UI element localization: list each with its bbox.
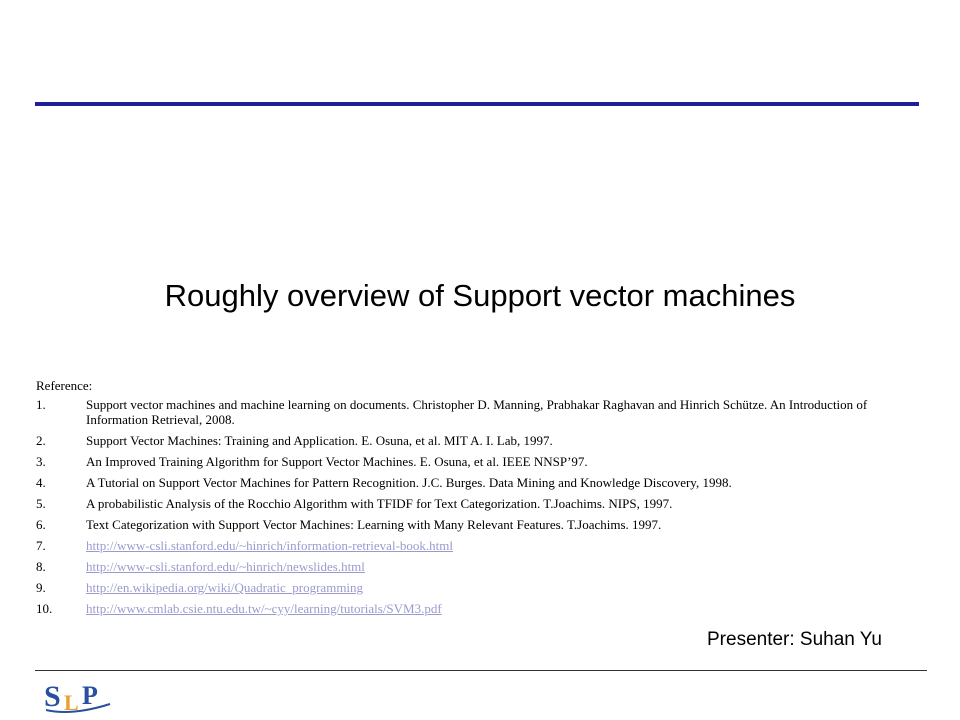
- reference-number: 5.: [36, 496, 46, 511]
- reference-item: [36, 517, 916, 532]
- reference-text: A probabilistic Analysis of the Rocchio Algorithm with TFIDF for Text Categorization. T.Joachims. NIPS, 1997.: [86, 496, 673, 511]
- reference-number: 9.: [36, 580, 46, 595]
- reference-link[interactable]: http://en.wikipedia.org/wiki/Quadratic_programming: [86, 580, 364, 595]
- reference-item[interactable]: [36, 559, 916, 574]
- reference-item: [36, 496, 916, 511]
- reference-item: [36, 433, 916, 448]
- reference-number: 1.: [36, 397, 46, 412]
- reference-link[interactable]: http://www.cmlab.csie.ntu.edu.tw/~cyy/learning/tutorials/SVM3.pdf: [86, 601, 442, 616]
- reference-number: 10.: [36, 601, 53, 616]
- reference-text: A Tutorial on Support Vector Machines for Pattern Recognition. J.C. Burges. Data Mining and Knowledge Discovery, 1998.: [86, 475, 732, 490]
- slp-logo-icon: [42, 674, 116, 716]
- slide-title: Roughly overview of Support vector machines: [164, 278, 796, 313]
- svg-text:S: S: [44, 680, 61, 713]
- reference-number: 4.: [36, 475, 46, 490]
- reference-item: [36, 475, 916, 490]
- reference-number: 6.: [36, 517, 46, 532]
- reference-item[interactable]: [36, 580, 916, 595]
- reference-text: Support vector machines and machine learning on documents. Christopher D. Manning, Prabhakar Raghavan and Hinrich Schütze. An Introduction of Information Retrieval, 2008.: [86, 397, 868, 427]
- svg-text:L: L: [64, 690, 79, 715]
- reference-item[interactable]: [36, 601, 916, 616]
- presenter-label: Presenter: Suhan Yu: [707, 629, 882, 650]
- reference-link[interactable]: http://www-csli.stanford.edu/~hinrich/information-retrieval-book.html: [86, 538, 453, 553]
- svg-text:P: P: [82, 681, 98, 710]
- reference-item: [36, 397, 916, 427]
- reference-number: 3.: [36, 454, 46, 469]
- reference-number: 8.: [36, 559, 46, 574]
- reference-section: [36, 378, 916, 622]
- reference-text: Support Vector Machines: Training and Application. E. Osuna, et al. MIT A. I. Lab, 1997.: [86, 433, 553, 448]
- reference-text: Text Categorization with Support Vector Machines: Learning with Many Relevant Features. T.Joachims. 1997.: [86, 517, 662, 532]
- reference-number: 7.: [36, 538, 46, 553]
- reference-list: [36, 397, 916, 616]
- reference-text: An Improved Training Algorithm for Support Vector Machines. E. Osuna, et al. IEEE NNSP’97.: [86, 454, 588, 469]
- reference-link[interactable]: http://www-csli.stanford.edu/~hinrich/newslides.html: [86, 559, 365, 574]
- reference-heading: Reference:: [36, 378, 93, 393]
- reference-item[interactable]: [36, 538, 916, 553]
- reference-number: 2.: [36, 433, 46, 448]
- reference-item: [36, 454, 916, 469]
- bottom-rule: [35, 670, 927, 671]
- top-rule: [35, 102, 919, 106]
